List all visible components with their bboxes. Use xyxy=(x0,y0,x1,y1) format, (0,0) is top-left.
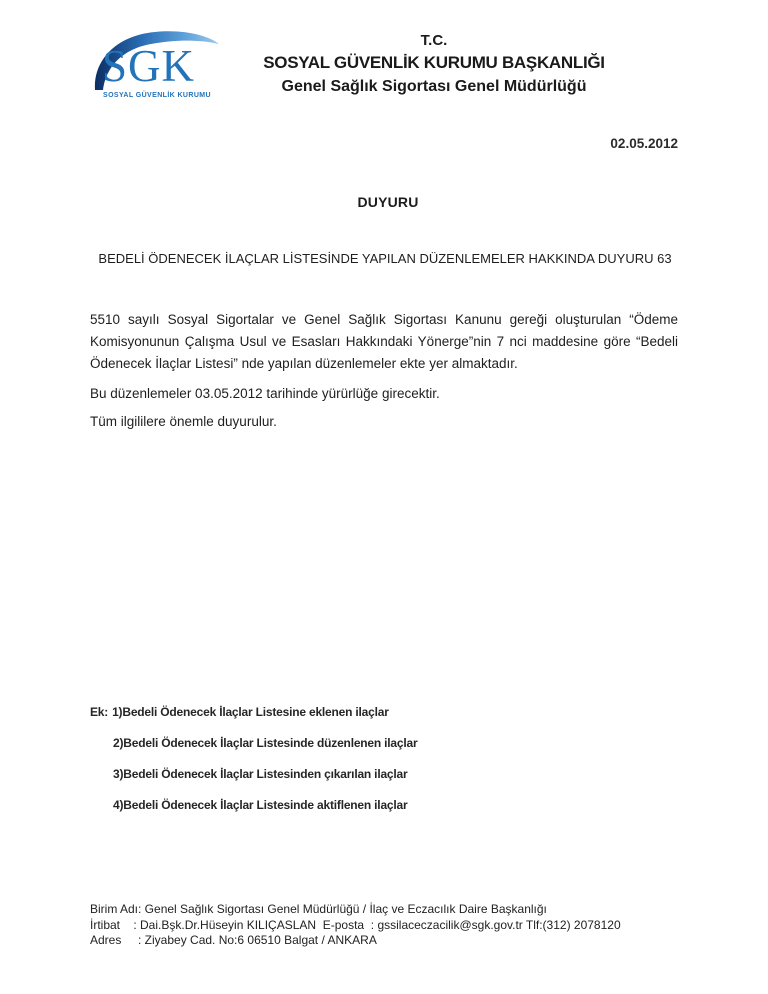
letterhead-institution: SOSYAL GÜVENLİK KURUMU BAŞKANLIĞI xyxy=(263,53,605,72)
logo-acronym-text: SGK xyxy=(102,41,196,91)
document-title: BEDELİ ÖDENECEK İLAÇLAR LİSTESİNDE YAPILAN DÜZENLEMELER HAKKINDA DUYURU 63 xyxy=(98,251,672,266)
letterhead-tc: T.C. xyxy=(420,32,448,49)
body-paragraph-3: Tüm ilgililere önemle duyurulur. xyxy=(90,414,277,429)
footer-unit-line: Birim Adı: Genel Sağlık Sigortası Genel Müdürlüğü / İlaç ve Eczacılık Daire Başkanlığı xyxy=(90,902,547,916)
attachment-item xyxy=(90,705,590,719)
attachments-list xyxy=(90,705,590,829)
document-date: 02.05.2012 xyxy=(610,136,678,151)
announcement-heading: DUYURU xyxy=(357,194,419,210)
sgk-logo xyxy=(93,30,223,112)
body-paragraph-1: 5510 sayılı Sosyal Sigortalar ve Genel Sağlık Sigortası Kanunu gereği oluşturulan “Ödeme Komisyonunun Çalışma Usul ve Esasları Hakkındaki Yönerge”nin 7 nci maddesine göre “Bedeli Ödenecek İlaçlar Listesi” nde yapılan düzenlemeler ekte yer almaktadır. xyxy=(90,312,678,371)
attachments-label: Ek: xyxy=(90,705,109,719)
attachment-item xyxy=(90,736,590,750)
letterhead xyxy=(214,31,654,98)
attachment-item xyxy=(90,767,590,781)
attachment-item xyxy=(90,798,590,812)
attachment-item-text: 3)Bedeli Ödenecek İlaçlar Listesinden çıkarılan ilaçlar xyxy=(113,767,408,781)
body-paragraph-2: Bu düzenlemeler 03.05.2012 tarihinde yürürlüğe girecektir. xyxy=(90,386,440,401)
attachment-item-text: 2)Bedeli Ödenecek İlaçlar Listesinde düzenlenen ilaçlar xyxy=(113,736,418,750)
footer-contact-line: İrtibat : Dai.Bşk.Dr.Hüseyin KILIÇASLAN E-posta : gssilaceczacilik@sgk.gov.tr Tlf:(312) 2078120 xyxy=(90,917,621,932)
letterhead-directorate: Genel Sağlık Sigortası Genel Müdürlüğü xyxy=(281,78,587,95)
attachment-item-text: 4)Bedeli Ödenecek İlaçlar Listesinde aktiflenen ilaçlar xyxy=(113,798,408,812)
footer-contact-block xyxy=(90,902,690,949)
logo-subtitle-text: SOSYAL GÜVENLİK KURUMU xyxy=(103,92,211,99)
attachment-item-text: 1)Bedeli Ödenecek İlaçlar Listesine eklenen ilaçlar xyxy=(112,705,389,719)
footer-address-line: Adres : Ziyabey Cad. No:6 06510 Balgat / ANKARA xyxy=(90,933,377,947)
